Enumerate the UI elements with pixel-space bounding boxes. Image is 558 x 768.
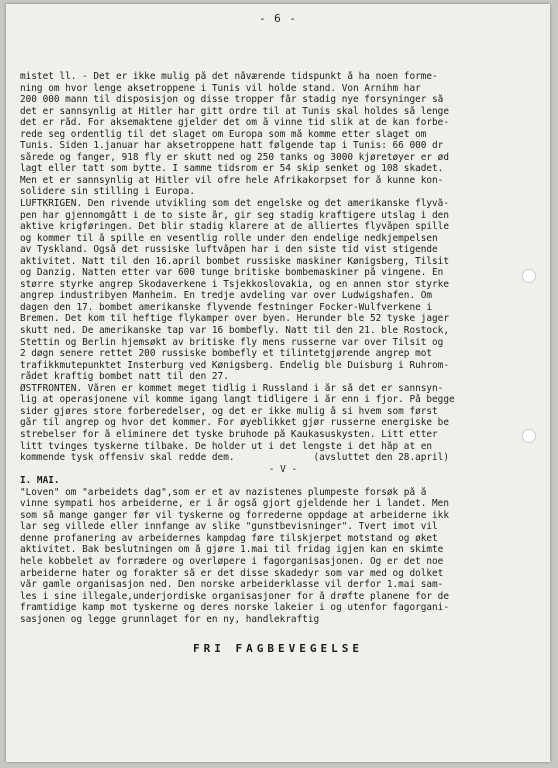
text-line: les i sine illegale,underjordiske organisasjoner for å drøfte planene for de — [20, 590, 449, 602]
text-line: lagt eller tatt som bytte. I samme tidsrom er 54 skip senket og 108 skadet. — [20, 163, 444, 175]
document-page — [6, 4, 550, 762]
text-line: rede seg ordentlig til det slaget om Europa som må komme etter slaget om — [20, 128, 427, 140]
text-line: Stettin og Berlin hjemsøkt av britiske fly mens russerne var over Tilsit og — [20, 336, 444, 348]
text-line: denne profanering av arbeidernes kampdag føre tilskjerpet motstand og øket — [20, 532, 438, 544]
text-line: vinne sympati hos arbeiderne, er i år også gjort gjeldende her i landet. Men — [20, 498, 449, 510]
text-line: lar seg villede eller innfange av slike "gunstbevisninger". Tvert imot vil — [20, 521, 438, 533]
text-line: 2 døgn senere rettet 200 russiske bombefly et tilintetgjørende angrep mot — [20, 348, 433, 360]
text-line: "Loven" om "arbeidets dag",som er et av nazistenes plumpeste forsøk på å — [20, 486, 427, 498]
article-war-report — [20, 71, 546, 464]
text-line: Tunis. Siden 1.januar har aksetroppene hatt følgende tap i Tunis: 66 000 dr — [20, 140, 444, 152]
text-line: sårede og fanger, 918 fly er skutt ned og 250 tanks og 3000 kjøretøyer er ød — [20, 151, 449, 163]
text-line: aktivitet. Bak beslutningen om å gjøre 1.mai til fridag igjen kan en skimte — [20, 544, 444, 556]
text-line: kommende tysk offensiv skal redde dem. (avsluttet den 28.april) — [20, 452, 449, 464]
text-line: framtidige kamp mot tyskerne og deres norske lakeier i og utenfor fagorgani- — [20, 602, 449, 614]
text-line: solidere sin stilling i Europa. — [20, 186, 195, 198]
text-line: det er sannsynlig at Hitler har gitt ordre til at Tunis skal holdes så lenge — [20, 105, 449, 117]
text-line: aktive krigføringen. Det blir stadig klarere at de alliertes flyvåpen spille — [20, 221, 449, 233]
text-line: og Danzig. Natten etter var 600 tunge britiske bombemaskiner på vingene. En — [20, 267, 444, 279]
text-line: hele kobbelet av forrædere og overløpere i fagorganisasjonen. Og er det noe — [20, 555, 444, 567]
text-line: skutt ned. De amerikanske tap var 16 bombefly. Natt til den 21. ble Rostock, — [20, 325, 449, 337]
article-may-day — [20, 487, 546, 626]
text-line: ØSTFRONTEN. Våren er kommet meget tidlig i Russland i år så det er sannsyn- — [20, 382, 444, 394]
page-number: - 6 - — [258, 12, 298, 25]
signature: FRI FAGBEVEGELSE — [193, 642, 363, 655]
text-line: Bremen. Det kom til heftige flykamper over byen. Herunder ble 52 tyske jager — [20, 313, 449, 325]
text-line: av Tyskland. Også det russiske luftvåpen har i den siste tid vist stigende — [20, 244, 438, 256]
text-line: det er råd. For aksemaktene gjelder det om å vinne tid slik at de kan forbe- — [20, 117, 449, 129]
text-line: som så mange ganger før vil tyskerne og forrederne oppdage at arbeiderne ikk — [20, 509, 449, 521]
text-line: sasjonen og legge grunnlaget for en ny, handlekraftig — [20, 613, 320, 625]
text-line: lig at operasjonene vil komme igang langt tidligere i år enn i fjor. På begge — [20, 394, 455, 406]
text-line: ning om hvor lenge aksetroppene i Tunis vil holde stand. Von Arnihm har — [20, 82, 421, 94]
text-line: rådet kraftig bombet natt til den 27. — [20, 371, 229, 383]
text-line: arbeiderne hater og forakter så er det disse skadedyr som var med og dolket — [20, 567, 444, 579]
text-line: mistet ll. - Det er ikke mulig på det nåværende tidspunkt å ha noen forme- — [20, 71, 438, 82]
text-line: Men et er sannsynlig at Hitler vil ofre hele Afrikakorpset for å kunne kon- — [20, 174, 444, 186]
text-line: aktivitet. Natt til den 16.april bombet russiske maskiner Kønigsberg, Tilsit — [20, 255, 449, 267]
text-line: strebelser for å eliminere det tyske bruhode på Kaukasuskysten. Litt etter — [20, 428, 438, 440]
text-line: større styrke angrep Skodaverkene i Tsjekkoslovakia, og en annen stor styrke — [20, 278, 449, 290]
text-line: trafikkmutepunktet Insterburg ved Kønigsberg. Endelig ble Duisburg i Ruhrom- — [20, 359, 449, 371]
text-line: sider gjøres store forberedelser, og det er ikke mulig å si hvem som først — [20, 405, 438, 417]
text-line: 200 000 mann til disposisjon og disse tropper får stadig nye forsyninger så — [20, 94, 444, 106]
text-line: vår gamle organisasjon ned. Den norske arbeiderklasse vil derfor 1.mai sam- — [20, 579, 444, 591]
body-text — [20, 71, 546, 625]
section-divider: - V - — [268, 463, 298, 475]
text-line: og kommer til å spille en vesentlig rolle under den endelige nedkjempelsen — [20, 232, 438, 244]
text-line: dagen den 17. bombet amerikanske flyvende festninger Focker-Wulfverkene i — [20, 301, 433, 313]
text-line: pen har gjennomgått i de to siste år, gir seg stadig kraftigere utslag i den — [20, 209, 449, 221]
text-line: angrep industribyen Manheim. En tredje avdeling var over Ludwigshafen. Om — [20, 290, 433, 302]
text-line: litt tvinges tyskerne tilbake. De holder ut i det lengste i det håp at en — [20, 440, 433, 452]
text-line: LUFTKRIGEN. Den rivende utvikling som det engelske og det amerikanske flyvå- — [20, 198, 449, 210]
text-line: går til angrep og hvor det kommer. For øyeblikket gjør russerne energiske be — [20, 417, 449, 429]
article-title: I. MAI. — [20, 475, 60, 487]
